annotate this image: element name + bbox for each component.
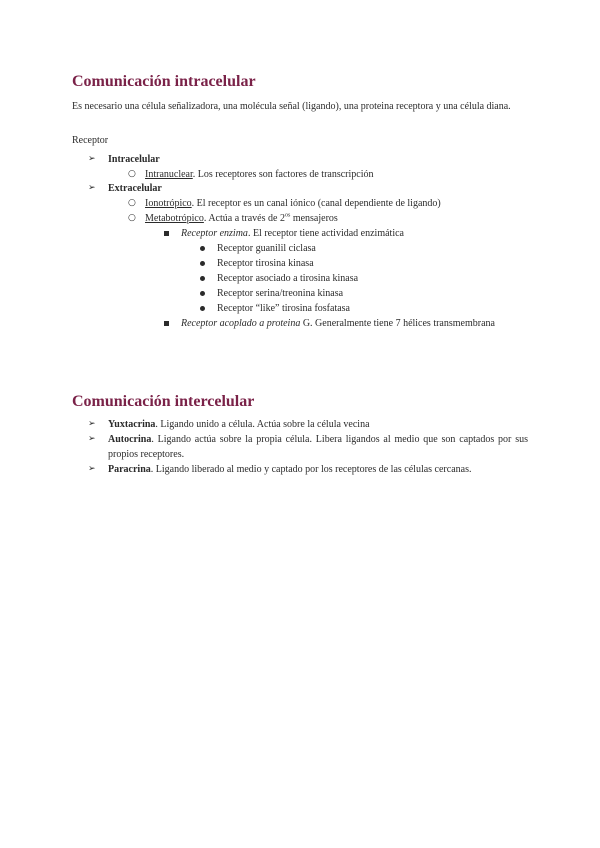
- ionotropico-term: Ionotrópico: [145, 198, 192, 209]
- arrowhead-bullet-icon: ➢: [88, 183, 96, 193]
- enzima-list-item: Receptor tirosina kinasa: [217, 258, 314, 269]
- intro-paragraph: Es necesario una célula señalizadora, una molécula señal (ligando), una proteina receptora y una célula diana.: [72, 101, 511, 112]
- intranuclear-item: [145, 167, 374, 182]
- receptor-acoplado-term: Receptor acoplado a proteina: [181, 318, 301, 329]
- filled-circle-bullet-icon: [200, 256, 205, 271]
- section-heading-intracelular: Comunicación intracelular: [72, 73, 256, 90]
- extracelular-label: Extracelular: [108, 183, 162, 194]
- enzima-list-item: Receptor asociado a tirosina kinasa: [217, 273, 359, 284]
- hollow-circle-bullet-icon: ○: [128, 213, 136, 223]
- arrowhead-bullet-icon: ➢: [88, 154, 96, 164]
- metabotropico-item: [145, 211, 338, 226]
- receptor-enzima-text: . El receptor tiene actividad enzimática: [247, 228, 404, 239]
- paracrina-text: . Ligando liberado al medio y captado por los receptores de las células cercanas.: [150, 464, 472, 475]
- enzima-list-item: Receptor guanilil ciclasa: [217, 243, 316, 254]
- yuxtacrina-text: . Ligando unido a célula. Actúa sobre la célula vecina: [155, 419, 370, 430]
- filled-square-bullet-icon: [164, 226, 169, 241]
- filled-circle-bullet-icon: [200, 286, 205, 301]
- section-heading-intercelular: Comunicación intercelular: [72, 393, 255, 410]
- intranuclear-text: . Los receptores son factores de transcripción: [192, 169, 374, 180]
- intranuclear-term: Intranuclear: [145, 169, 193, 180]
- metabotropico-superscript: os: [284, 212, 291, 219]
- filled-circle-bullet-icon: [200, 271, 205, 286]
- autocrina-term: Autocrina: [108, 434, 152, 445]
- yuxtacrina-term: Yuxtacrina: [108, 419, 156, 430]
- paracrina-item: [108, 462, 528, 477]
- hollow-circle-bullet-icon: ○: [128, 169, 136, 179]
- receptor-label: Receptor: [72, 135, 109, 146]
- ionotropico-text: . El receptor es un canal iónico (canal dependiente de ligando): [191, 198, 441, 209]
- filled-circle-bullet-icon: [200, 301, 205, 316]
- paracrina-term: Paracrina: [108, 464, 151, 475]
- enzima-list-item: Receptor serina/treonina kinasa: [217, 288, 344, 299]
- receptor-acoplado-text: G. Generalmente tiene 7 hélices transmembrana: [300, 318, 495, 329]
- arrowhead-bullet-icon: ➢: [88, 419, 96, 429]
- receptor-enzima-item: [181, 226, 404, 241]
- metabotropico-text-end: mensajeros: [290, 213, 338, 224]
- filled-circle-bullet-icon: [200, 241, 205, 256]
- metabotropico-term: Metabotrópico: [145, 213, 204, 224]
- receptor-acoplado-item: [181, 316, 528, 331]
- filled-square-bullet-icon: [164, 316, 169, 331]
- enzima-list-item: Receptor “like” tirosina fosfatasa: [217, 303, 350, 314]
- autocrina-text: . Ligando actúa sobre la propia célula. Libera ligandos al medio que son captados por sus propios receptores.: [108, 434, 528, 460]
- ionotropico-item: [145, 196, 441, 211]
- arrowhead-bullet-icon: ➢: [88, 434, 96, 444]
- autocrina-item: [108, 432, 528, 462]
- yuxtacrina-item: [108, 417, 528, 432]
- hollow-circle-bullet-icon: ○: [128, 198, 136, 208]
- arrowhead-bullet-icon: ➢: [88, 464, 96, 474]
- intracelular-label: Intracelular: [108, 154, 160, 165]
- metabotropico-text: . Actúa a través de 2: [203, 213, 285, 224]
- receptor-enzima-term: Receptor enzima: [181, 228, 248, 239]
